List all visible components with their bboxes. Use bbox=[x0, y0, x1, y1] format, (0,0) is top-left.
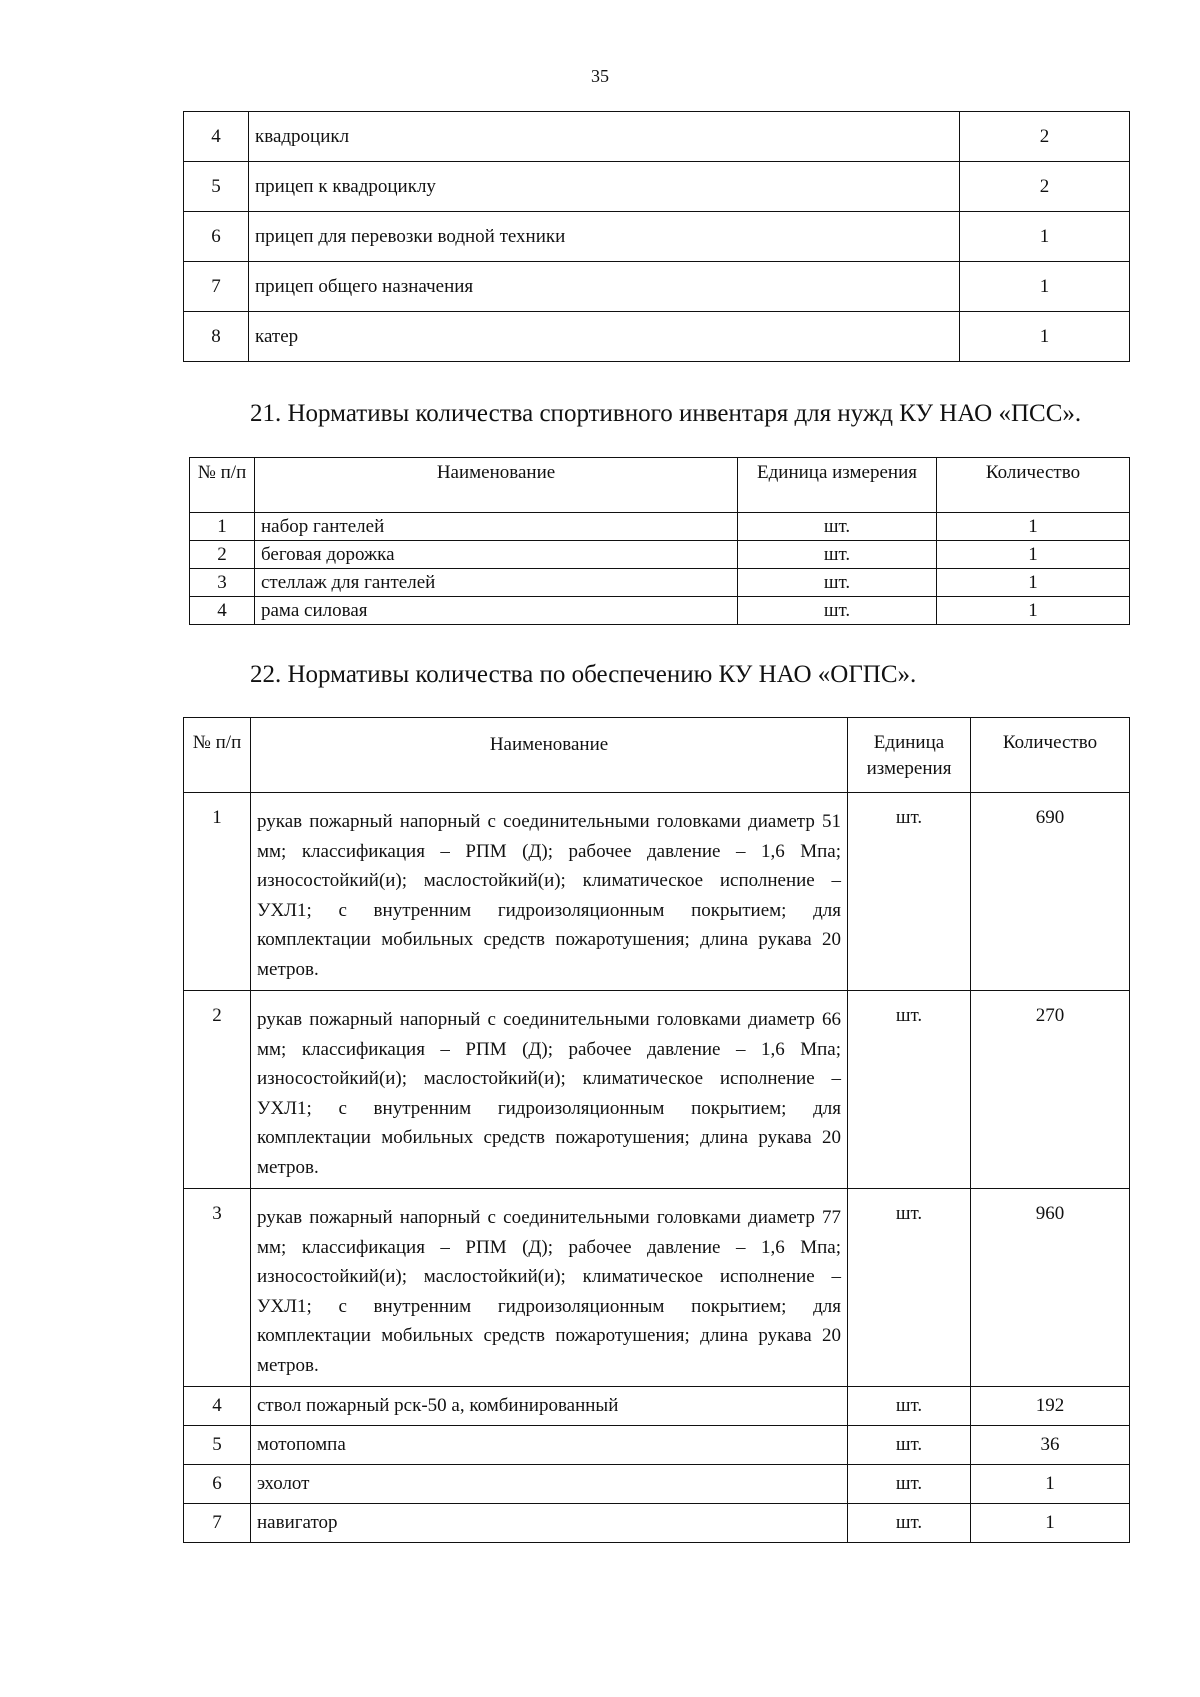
item-name: прицеп к квадроциклу bbox=[249, 162, 960, 212]
item-unit: шт. bbox=[738, 541, 937, 569]
header-name: Наименование bbox=[255, 458, 738, 513]
item-quantity: 1 bbox=[960, 212, 1130, 262]
row-number: 3 bbox=[190, 569, 255, 597]
item-unit: шт. bbox=[848, 991, 971, 1189]
section-21-heading: 21. Нормативы количества спортивного инвентаря для нужд КУ НАО «ПСС». bbox=[250, 400, 1082, 427]
item-name: квадроцикл bbox=[249, 112, 960, 162]
row-number: 2 bbox=[190, 541, 255, 569]
table-row bbox=[184, 162, 1130, 212]
page-number: 35 bbox=[591, 66, 609, 86]
item-unit: шт. bbox=[738, 569, 937, 597]
row-number: 4 bbox=[190, 597, 255, 625]
row-number: 5 bbox=[184, 1426, 251, 1465]
item-quantity: 192 bbox=[971, 1387, 1130, 1426]
table-row bbox=[190, 513, 1130, 541]
row-number: 6 bbox=[184, 1465, 251, 1504]
item-name: мотопомпа bbox=[251, 1426, 848, 1465]
item-name: навигатор bbox=[251, 1504, 848, 1543]
item-name: рукав пожарный напорный с соединительными головками диаметр 66 мм; классификация – РПМ (Д); рабочее давление – 1,6 Мпа; износостойкий(и); маслостойкий(и); климатическое исполнение – УХЛ1; с внутренним гидроизоляционным покрытием; для комплектации мобильных средств пожаротушения; длина рукава 20 метров. bbox=[251, 991, 848, 1189]
item-unit: шт. bbox=[738, 513, 937, 541]
header-quantity: Количество bbox=[971, 718, 1130, 793]
row-number: 1 bbox=[190, 513, 255, 541]
item-name: ствол пожарный рск-50 а, комбинированный bbox=[251, 1387, 848, 1426]
sports-equipment-table bbox=[189, 457, 1130, 625]
row-number: 5 bbox=[184, 162, 249, 212]
table-row bbox=[190, 541, 1130, 569]
table-row bbox=[184, 1504, 1130, 1543]
item-unit: шт. bbox=[738, 597, 937, 625]
header-quantity: Количество bbox=[937, 458, 1130, 513]
item-quantity: 2 bbox=[960, 162, 1130, 212]
table-row bbox=[184, 991, 1130, 1189]
item-quantity: 1 bbox=[960, 312, 1130, 362]
row-number: 7 bbox=[184, 1504, 251, 1543]
row-number: 1 bbox=[184, 793, 251, 991]
table-row bbox=[184, 1189, 1130, 1387]
fire-service-table bbox=[183, 717, 1130, 1543]
item-quantity: 960 bbox=[971, 1189, 1130, 1387]
item-unit: шт. bbox=[848, 1504, 971, 1543]
item-unit: шт. bbox=[848, 1426, 971, 1465]
section-22-heading: 22. Нормативы количества по обеспечению КУ НАО «ОГПС». bbox=[250, 661, 917, 688]
table-row bbox=[184, 112, 1130, 162]
item-name: катер bbox=[249, 312, 960, 362]
item-name: стеллаж для гантелей bbox=[255, 569, 738, 597]
table-row bbox=[184, 312, 1130, 362]
item-name: рама силовая bbox=[255, 597, 738, 625]
header-number: № п/п bbox=[184, 718, 251, 793]
header-number: № п/п bbox=[190, 458, 255, 513]
header-unit: Единица измерения bbox=[738, 458, 937, 513]
row-number: 6 bbox=[184, 212, 249, 262]
row-number: 3 bbox=[184, 1189, 251, 1387]
table-row bbox=[184, 1465, 1130, 1504]
item-quantity: 690 bbox=[971, 793, 1130, 991]
table-header-row bbox=[190, 458, 1130, 513]
item-name: беговая дорожка bbox=[255, 541, 738, 569]
table-row bbox=[190, 569, 1130, 597]
row-number: 8 bbox=[184, 312, 249, 362]
item-unit: шт. bbox=[848, 1387, 971, 1426]
item-quantity: 36 bbox=[971, 1426, 1130, 1465]
row-number: 4 bbox=[184, 112, 249, 162]
item-name: прицеп для перевозки водной техники bbox=[249, 212, 960, 262]
row-number: 2 bbox=[184, 991, 251, 1189]
item-quantity: 1 bbox=[937, 597, 1130, 625]
item-quantity: 1 bbox=[937, 569, 1130, 597]
item-unit: шт. bbox=[848, 1465, 971, 1504]
item-quantity: 1 bbox=[971, 1504, 1130, 1543]
item-quantity: 1 bbox=[960, 262, 1130, 312]
header-name: Наименование bbox=[251, 718, 848, 793]
item-quantity: 1 bbox=[971, 1465, 1130, 1504]
item-unit: шт. bbox=[848, 1189, 971, 1387]
table-row bbox=[190, 597, 1130, 625]
vehicles-table-continued bbox=[183, 111, 1130, 362]
table-row bbox=[184, 212, 1130, 262]
table-header-row bbox=[184, 718, 1130, 793]
item-quantity: 270 bbox=[971, 991, 1130, 1189]
item-quantity: 1 bbox=[937, 541, 1130, 569]
table-row bbox=[184, 1387, 1130, 1426]
table-row bbox=[184, 1426, 1130, 1465]
item-quantity: 1 bbox=[937, 513, 1130, 541]
item-name: рукав пожарный напорный с соединительными головками диаметр 51 мм; классификация – РПМ (Д); рабочее давление – 1,6 Мпа; износостойкий(и); маслостойкий(и); климатическое исполнение – УХЛ1; с внутренним гидроизоляционным покрытием; для комплектации мобильных средств пожаротушения; длина рукава 20 метров. bbox=[251, 793, 848, 991]
row-number: 7 bbox=[184, 262, 249, 312]
item-name: набор гантелей bbox=[255, 513, 738, 541]
header-unit: Единица измерения bbox=[848, 718, 971, 793]
table-row bbox=[184, 793, 1130, 991]
item-name: эхолот bbox=[251, 1465, 848, 1504]
item-name: прицеп общего назначения bbox=[249, 262, 960, 312]
table-row bbox=[184, 262, 1130, 312]
item-name: рукав пожарный напорный с соединительными головками диаметр 77 мм; классификация – РПМ (Д); рабочее давление – 1,6 Мпа; износостойкий(и); маслостойкий(и); климатическое исполнение – УХЛ1; с внутренним гидроизоляционным покрытием; для комплектации мобильных средств пожаротушения; длина рукава 20 метров. bbox=[251, 1189, 848, 1387]
item-unit: шт. bbox=[848, 793, 971, 991]
row-number: 4 bbox=[184, 1387, 251, 1426]
item-quantity: 2 bbox=[960, 112, 1130, 162]
